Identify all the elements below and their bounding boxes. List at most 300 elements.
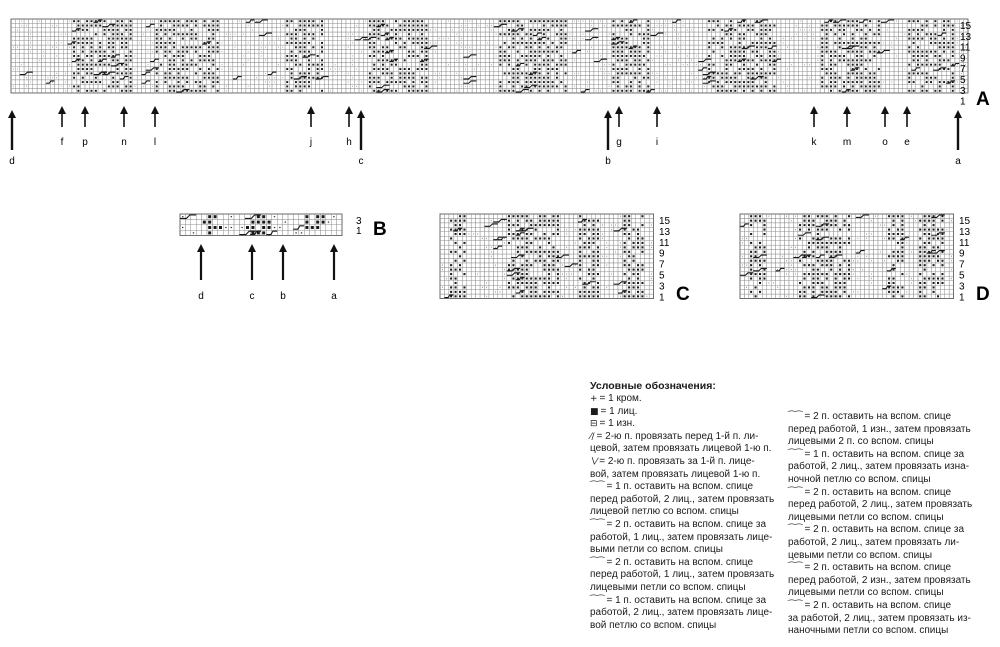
knit-mark [847,25,849,27]
knit-mark [512,20,514,22]
knit-mark [734,81,736,83]
knit-mark [647,68,649,70]
knit-mark [908,51,910,53]
knit-mark [204,25,206,27]
knit-mark [299,85,301,87]
knit-mark [195,25,197,27]
knit-mark [195,20,197,22]
knit-mark [869,51,871,53]
knit-mark [499,46,501,48]
knit-mark [178,68,180,70]
knit-mark [830,64,832,66]
knit-mark [308,59,310,61]
knit-mark [543,25,545,27]
knit-mark [834,55,836,57]
knit-mark [913,42,915,44]
knit-mark [369,42,371,44]
knit-mark [399,81,401,83]
knit-mark [860,55,862,57]
knit-mark [760,55,762,57]
knit-mark [121,20,123,22]
knit-mark [169,42,171,44]
knit-mark [182,55,184,57]
knit-mark [926,81,928,83]
knit-mark [104,64,106,66]
knit-mark [404,77,406,79]
knit-mark [708,42,710,44]
knit-mark [634,51,636,53]
knit-mark [765,42,767,44]
knit-mark [560,42,562,44]
knit-mark [373,51,375,53]
knit-mark [408,72,410,74]
knit-mark [869,85,871,87]
knit-mark [386,81,388,83]
knit-mark [839,25,841,27]
knit-mark [865,59,867,61]
knit-mark [926,51,928,53]
knit-mark [517,81,519,83]
knit-mark [508,20,510,22]
knit-mark [373,25,375,27]
knit-mark [125,85,127,87]
knit-mark [112,77,114,79]
knit-mark [839,55,841,57]
knit-mark [773,51,775,53]
knit-mark [295,38,297,40]
knit-mark [821,68,823,70]
knit-mark [517,68,519,70]
knit-mark [769,72,771,74]
knit-mark [408,77,410,79]
knit-mark [534,64,536,66]
knit-mark [526,77,528,79]
knit-mark [173,25,175,27]
knit-mark [182,38,184,40]
knit-mark [643,64,645,66]
knit-mark [726,68,728,70]
knit-mark [747,72,749,74]
knit-mark [317,72,319,74]
knit-mark [530,20,532,22]
knit-mark [212,29,214,31]
knit-mark [839,42,841,44]
knit-mark [73,77,75,79]
knit-mark [421,77,423,79]
knit-mark [173,77,175,79]
knit-mark [82,68,84,70]
knit-mark [613,46,615,48]
knit-mark [321,68,323,70]
knit-mark [391,29,393,31]
knit-mark [164,33,166,35]
knit-mark [299,81,301,83]
knit-mark [821,29,823,31]
knit-mark [95,81,97,83]
knit-mark [847,77,849,79]
knit-mark [299,64,301,66]
knit-mark [504,72,506,74]
knit-mark [826,25,828,27]
knit-mark [186,77,188,79]
knit-mark [308,42,310,44]
knit-mark [191,46,193,48]
knit-mark [504,33,506,35]
knit-mark [130,77,132,79]
knit-mark [91,72,93,74]
knit-mark [752,81,754,83]
knit-mark [73,51,75,53]
knit-mark [643,38,645,40]
knit-mark [917,59,919,61]
knit-mark [847,51,849,53]
knit-mark [217,81,219,83]
knit-mark [917,51,919,53]
knit-mark [169,64,171,66]
knit-mark [512,85,514,87]
knit-mark [291,59,293,61]
knit-mark [73,55,75,57]
knit-mark [917,20,919,22]
knit-mark [169,29,171,31]
knit-mark [160,25,162,27]
knit-mark [556,85,558,87]
knit-mark [730,20,732,22]
knit-mark [717,42,719,44]
knit-mark [743,38,745,40]
knit-mark [634,59,636,61]
knit-mark [621,20,623,22]
knit-mark [86,20,88,22]
knit-mark [291,72,293,74]
knit-mark [930,64,932,66]
knit-mark [630,25,632,27]
knit-mark [321,59,323,61]
knit-mark [130,55,132,57]
knit-mark [199,81,201,83]
knit-mark [547,38,549,40]
knit-mark [917,55,919,57]
knit-mark [91,55,93,57]
knit-mark [843,55,845,57]
knit-mark [121,46,123,48]
knit-mark [299,72,301,74]
knit-mark [164,20,166,22]
knit-mark [208,29,210,31]
knit-mark [952,29,954,31]
knit-mark [199,46,201,48]
knit-mark [108,85,110,87]
knit-mark [521,38,523,40]
knit-mark [308,85,310,87]
knit-mark [421,20,423,22]
knit-mark [117,81,119,83]
knit-mark [82,29,84,31]
knit-mark [286,85,288,87]
knit-mark [286,42,288,44]
knit-mark [156,42,158,44]
knit-mark [386,25,388,27]
knit-mark [721,29,723,31]
knit-mark [395,38,397,40]
knit-mark [182,59,184,61]
knit-mark [952,38,954,40]
knit-mark [856,51,858,53]
knit-mark [913,59,915,61]
knit-mark [556,46,558,48]
knit-mark [926,25,928,27]
knit-mark [647,77,649,79]
knit-mark [508,59,510,61]
knit-mark [765,59,767,61]
knit-mark [560,29,562,31]
knit-mark [77,38,79,40]
knit-mark [369,25,371,27]
knit-mark [639,51,641,53]
knit-mark [613,55,615,57]
knit-mark [530,38,532,40]
knit-mark [186,68,188,70]
knit-mark [943,59,945,61]
knit-mark [647,51,649,53]
knit-mark [834,33,836,35]
knit-mark [747,81,749,83]
knit-mark [769,29,771,31]
knit-mark [130,33,132,35]
knit-mark [86,25,88,27]
knit-mark [125,25,127,27]
knit-mark [530,81,532,83]
knit-mark [186,81,188,83]
knit-mark [295,29,297,31]
knit-mark [178,81,180,83]
knit-mark [499,51,501,53]
knit-mark [852,51,854,53]
knit-mark [865,25,867,27]
knit-mark [195,81,197,83]
knit-mark [117,33,119,35]
knit-mark [530,29,532,31]
knit-mark [543,42,545,44]
knit-mark [878,42,880,44]
knit-mark [617,85,619,87]
knit-mark [530,42,532,44]
knit-mark [295,59,297,61]
knit-mark [217,42,219,44]
knit-mark [508,81,510,83]
knit-mark [913,51,915,53]
knit-mark [547,20,549,22]
knit-mark [212,38,214,40]
knit-mark [395,29,397,31]
knit-mark [217,25,219,27]
knit-mark [908,72,910,74]
knit-mark [930,51,932,53]
knit-mark [208,46,210,48]
knit-mark [534,29,536,31]
knit-mark [847,20,849,22]
knit-mark [726,81,728,83]
knit-mark [117,25,119,27]
knit-mark [412,42,414,44]
knit-mark [526,81,528,83]
knit-mark [195,51,197,53]
knit-mark [539,64,541,66]
knit-mark [860,85,862,87]
knit-mark [565,38,567,40]
knit-mark [295,55,297,57]
knit-mark [821,64,823,66]
knit-mark [934,51,936,53]
knit-mark [565,64,567,66]
knit-mark [395,42,397,44]
knit-mark [556,77,558,79]
knit-mark [934,77,936,79]
knit-mark [160,29,162,31]
knit-mark [756,33,758,35]
knit-mark [99,46,101,48]
knit-mark [178,20,180,22]
knit-mark [874,55,876,57]
knit-mark [125,29,127,31]
knit-mark [378,20,380,22]
knit-mark [552,42,554,44]
knit-mark [412,38,414,40]
knit-mark [626,72,628,74]
knit-mark [626,46,628,48]
knit-mark [404,59,406,61]
knit-mark [713,77,715,79]
knit-mark [499,55,501,57]
knit-mark [943,51,945,53]
knit-mark [82,25,84,27]
knit-mark [752,29,754,31]
knit-mark [639,85,641,87]
knit-mark [739,68,741,70]
knit-mark [934,33,936,35]
knit-mark [617,77,619,79]
knit-mark [212,20,214,22]
knit-mark [617,68,619,70]
knit-mark [752,72,754,74]
knit-mark [630,64,632,66]
knit-mark [391,81,393,83]
knit-mark [747,85,749,87]
knit-mark [869,81,871,83]
knit-mark [421,81,423,83]
knit-mark [130,81,132,83]
knit-mark [112,33,114,35]
knit-mark [752,51,754,53]
knit-mark [286,20,288,22]
knit-mark [634,77,636,79]
knit-mark [756,72,758,74]
knit-mark [639,68,641,70]
knit-mark [939,55,941,57]
knit-mark [743,33,745,35]
knit-mark [378,59,380,61]
knit-mark [730,46,732,48]
knit-mark [852,85,854,87]
knit-mark [730,51,732,53]
knit-mark [647,20,649,22]
knit-mark [86,38,88,40]
knit-mark [191,64,193,66]
knit-mark [743,51,745,53]
knit-mark [304,85,306,87]
knit-mark [821,55,823,57]
knit-mark [760,59,762,61]
knit-mark [639,59,641,61]
knit-mark [373,68,375,70]
knit-mark [865,46,867,48]
knit-mark [130,29,132,31]
knit-mark [860,64,862,66]
knit-mark [565,20,567,22]
knit-mark [930,81,932,83]
knit-mark [373,29,375,31]
knit-mark [852,81,854,83]
knit-mark [869,29,871,31]
knit-mark [404,42,406,44]
knit-mark [304,46,306,48]
knit-mark [752,25,754,27]
knit-mark [843,85,845,87]
knit-mark [504,55,506,57]
knit-mark [399,68,401,70]
knit-mark [321,20,323,22]
knit-mark [382,55,384,57]
knit-mark [647,33,649,35]
knit-mark [565,33,567,35]
knit-mark [747,25,749,27]
knit-mark [417,25,419,27]
knit-mark [125,55,127,57]
knit-mark [217,20,219,22]
knit-mark [112,29,114,31]
knit-mark [373,20,375,22]
knit-mark [182,33,184,35]
knit-mark [404,29,406,31]
knit-mark [186,64,188,66]
knit-mark [543,51,545,53]
knit-mark [717,85,719,87]
knit-mark [560,81,562,83]
knit-mark [125,59,127,61]
knit-mark [947,25,949,27]
knit-mark [195,72,197,74]
knit-mark [539,72,541,74]
knit-mark [182,25,184,27]
knit-mark [156,38,158,40]
knit-mark [182,46,184,48]
knit-mark [847,59,849,61]
knit-mark [865,68,867,70]
knit-mark [291,38,293,40]
knit-mark [291,77,293,79]
knit-mark [321,33,323,35]
knit-mark [312,25,314,27]
knit-mark [856,29,858,31]
knit-mark [191,38,193,40]
knit-mark [395,64,397,66]
knit-mark [304,42,306,44]
knit-mark [617,51,619,53]
knit-mark [173,64,175,66]
knit-mark [952,25,954,27]
knit-mark [412,51,414,53]
knit-mark [173,55,175,57]
